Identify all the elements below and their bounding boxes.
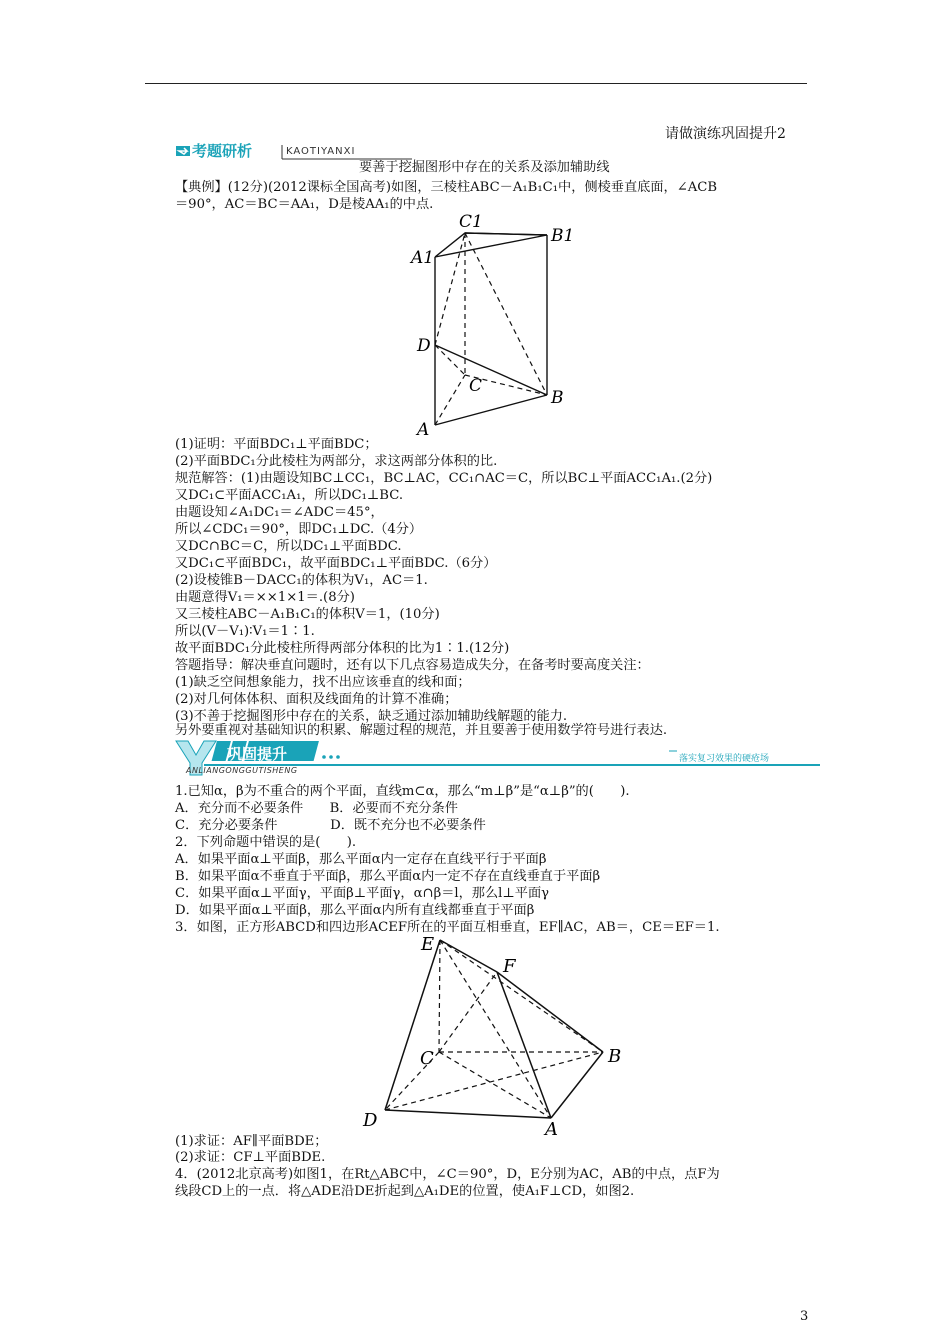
text-line: 由题意得V₁＝××1×1＝.(8分)	[175, 590, 355, 605]
question-3: 3．如图，正方形ABCD和四边形ACEF所在的平面互相垂直，EF∥AC，AB＝，CE＝EF＝1.	[175, 920, 720, 935]
text-line: 又DC₁⊂平面ACC₁A₁，所以DC₁⊥BC.	[175, 488, 404, 503]
text-line: 又三棱柱ABC－A₁B₁C₁的体积V＝1，(10分)	[175, 607, 440, 622]
text-line: 又DC∩BC＝C，所以DC₁⊥平面BDC.	[175, 539, 402, 554]
text-line: 另外要重视对基础知识的积累、解题过程的规范，并且要善于使用数学符号进行表达.	[175, 723, 668, 738]
label-C1: C1	[459, 212, 483, 232]
text-line: (1)缺乏空间想象能力，找不出应该垂直的线和面；	[175, 675, 471, 690]
label-B: B	[608, 1046, 622, 1067]
label-D: D	[417, 336, 431, 356]
section-sub: ANLIANGONGGUTISHENG	[186, 766, 298, 775]
label-D: D	[363, 1110, 378, 1131]
text-line: 又DC₁⊂平面BDC₁，故平面BDC₁⊥平面BDC.（6分）	[175, 556, 497, 571]
label-A1: A1	[411, 248, 435, 268]
text-line: 所以(V－V₁)∶V₁＝1∶1.	[175, 624, 315, 639]
section-label: 考题研析	[192, 142, 253, 160]
section-banner-gonggu	[174, 737, 820, 779]
header-rule	[145, 83, 807, 84]
label-B1: B1	[551, 226, 575, 246]
text-line: 所以∠CDC₁＝90°，即DC₁⊥DC.（4分）	[175, 522, 423, 537]
text-line: (3)不善于挖掘图形中存在的关系，缺乏通过添加辅助线解题的能力.	[175, 709, 568, 724]
option-line: A．如果平面α⊥平面β，那么平面α内一定存在直线平行于平面β	[175, 852, 547, 867]
label-F: F	[503, 956, 516, 977]
text-line: (2)对几何体体积、面积及线面角的计算不准确；	[175, 692, 458, 707]
label-C: C	[420, 1048, 434, 1069]
text-line: (2)平面BDC₁分此棱柱为两部分，求这两部分体积的比.	[175, 454, 498, 469]
sub-question: (1)求证：AF∥平面BDE；	[175, 1134, 328, 1149]
label-E: E	[421, 934, 435, 955]
text-line: 故平面BDC₁分此棱柱所得两部分体积的比为1∶1.(12分)	[175, 641, 510, 656]
text-line: 【典例】(12分)(2012课标全国高考)如图，三棱柱ABC－A₁B₁C₁中，侧棱垂直底面，∠ACB	[175, 180, 718, 195]
label-A: A	[417, 420, 430, 440]
section-right-text: 落实复习效果的硬疮场	[679, 754, 770, 764]
sub-question: (2)求证：CF⊥平面BDE.	[175, 1150, 326, 1165]
question-1: 1.已知α，β为不重合的两个平面，直线m⊂α，那么“m⊥β”是“α⊥β”的( ).	[175, 784, 630, 799]
text-line: 答题指导：解决垂直问题时，还有以下几点容易造成失分，在备考时要高度关注：	[175, 658, 650, 673]
label-C: C	[469, 376, 483, 396]
figure-prism	[405, 205, 590, 440]
question-2: 2．下列命题中错误的是( ).	[175, 835, 357, 850]
label-A: A	[545, 1119, 558, 1138]
figure-square-pyramid	[355, 928, 630, 1138]
label-B: B	[551, 388, 564, 408]
header-right-text: 请做演练巩固提升2	[665, 126, 786, 142]
section-label: 巩固提升	[227, 745, 288, 763]
option-line: A．充分而不必要条件 B．必要而不充分条件	[175, 801, 458, 816]
section-title: 要善于挖掘图形中存在的关系及添加辅助线	[359, 160, 610, 175]
text-line: 由题设知∠A₁DC₁＝∠ADC＝45°，	[175, 505, 384, 520]
question-4-cont: 线段CD上的一点．将△ADE沿DE折起到△A₁DE的位置，使A₁F⊥CD，如图2.	[175, 1184, 635, 1199]
option-line: B．如果平面α不垂直于平面β，那么平面α内一定不存在直线垂直于平面β	[175, 869, 601, 884]
text-line: ＝90°，AC＝BC＝AA₁，D是棱AA₁的中点.	[175, 197, 434, 212]
option-line: C．如果平面α⊥平面γ，平面β⊥平面γ，α∩β＝l，那么l⊥平面γ	[175, 886, 550, 901]
page-number: 3	[800, 1309, 809, 1324]
text-line: (2)设棱锥B－DACC₁的体积为V₁，AC＝1.	[175, 573, 428, 588]
option-line: C．充分必要条件 D．既不充分也不必要条件	[175, 818, 486, 833]
text-line: 规范解答：(1)由题设知BC⊥CC₁，BC⊥AC，CC₁∩AC＝C，所以BC⊥平面ACC₁A₁.(2分)	[175, 471, 713, 486]
option-line: D．如果平面α⊥平面β，那么平面α内所有直线都垂直于平面β	[175, 903, 535, 918]
question-4: 4．(2012北京高考)如图1，在Rt△ABC中，∠C＝90°，D，E分别为AC，AB的中点，点F为	[175, 1167, 720, 1182]
section-sub: KAOTIYANXI	[286, 146, 356, 157]
text-line: (1)证明：平面BDC₁⊥平面BDC；	[175, 437, 378, 452]
